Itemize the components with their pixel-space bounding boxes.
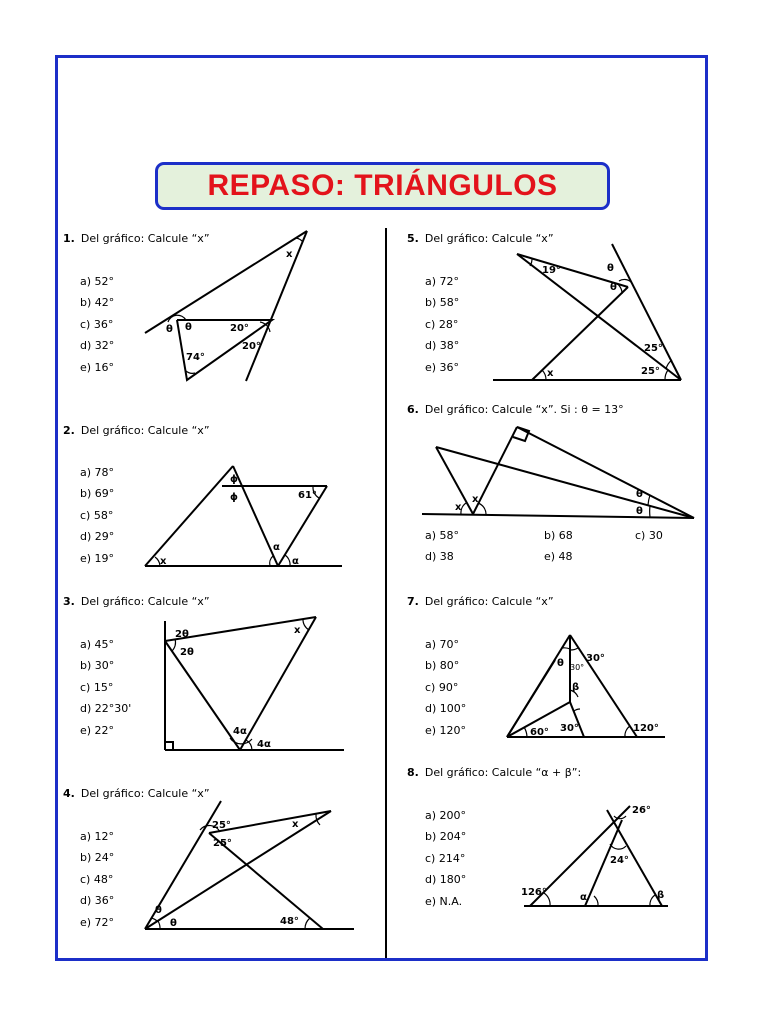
problem-3-options — [80, 634, 131, 741]
label-120: 120° — [633, 723, 659, 734]
question-text: Del gráfico: Calcule “x” — [80, 424, 210, 437]
option-c[interactable]: c) 48° — [80, 872, 114, 886]
label-theta-1: θ — [636, 489, 643, 500]
label-theta-1: θ — [155, 905, 162, 916]
question-text: Del gráfico: Calcule “x” — [80, 232, 210, 245]
label-4alpha-1: 4α — [233, 726, 247, 737]
label-61: 61° — [298, 490, 317, 501]
option-d[interactable]: d) 32° — [80, 339, 115, 353]
label-x-2: x — [472, 494, 479, 505]
question-text: Del gráfico: Calcule “α + β”: — [424, 766, 582, 779]
problem-7-question — [407, 595, 554, 608]
problem-2-options — [80, 462, 114, 569]
title-banner — [155, 162, 610, 210]
problem-2-question — [63, 424, 210, 437]
problem-8-question — [407, 766, 581, 779]
option-c[interactable]: c) 28° — [425, 317, 459, 331]
label-theta-1: θ — [607, 263, 614, 274]
option-e[interactable]: e) 16° — [80, 360, 115, 374]
option-d[interactable]: d) 100° — [425, 702, 467, 716]
option-d[interactable]: d) 22°30' — [80, 702, 132, 716]
problem-number: 1. — [63, 232, 75, 245]
label-4alpha-2: 4α — [257, 739, 271, 750]
option-e[interactable]: e) 19° — [80, 551, 115, 565]
option-d[interactable]: d) 38 — [425, 550, 454, 563]
option-a[interactable]: a) 72° — [425, 275, 460, 288]
label-theta-2: θ — [170, 918, 177, 929]
label-x: x — [292, 819, 299, 830]
option-a[interactable]: a) 70° — [425, 638, 460, 651]
label-48: 48° — [280, 916, 299, 927]
option-e[interactable]: e) N.A. — [425, 894, 463, 908]
label-x: x — [294, 625, 301, 636]
label-alpha-2: α — [292, 556, 299, 567]
problem-number: 3. — [63, 595, 75, 608]
label-30-b: 30° — [560, 723, 579, 734]
label-x: x — [286, 249, 293, 260]
label-theta: θ — [557, 658, 564, 669]
problem-number: 6. — [407, 403, 419, 416]
label-25-b: 25° — [213, 838, 232, 849]
option-e[interactable]: e) 36° — [425, 360, 460, 374]
problem-5-figure — [490, 238, 690, 388]
problem-1-figure — [140, 225, 320, 390]
problem-1-options — [80, 271, 114, 378]
problem-number: 8. — [407, 766, 419, 779]
label-26: 26° — [632, 805, 651, 816]
problem-4-options — [80, 826, 114, 933]
option-b[interactable]: b) 68 — [544, 529, 573, 542]
option-a[interactable]: a) 52° — [80, 275, 115, 288]
label-25-b: 25° — [641, 366, 660, 377]
label-phi-1: ϕ — [230, 474, 238, 485]
option-d[interactable]: d) 180° — [425, 873, 467, 887]
label-beta: β — [572, 682, 580, 693]
option-a[interactable]: a) 12° — [80, 830, 115, 843]
label-30-small: 30° — [570, 663, 585, 672]
problem-8-options — [425, 805, 466, 912]
problem-number: 4. — [63, 787, 75, 800]
option-b[interactable]: b) 80° — [425, 659, 460, 673]
problem-5-options — [425, 271, 459, 378]
problem-3-figure — [155, 610, 355, 760]
question-text: Del gráfico: Calcule “x” — [80, 595, 210, 608]
label-alpha: α — [580, 892, 587, 903]
label-25-a: 25° — [212, 820, 231, 831]
option-a[interactable]: a) 45° — [80, 638, 115, 651]
option-e[interactable]: e) 120° — [425, 723, 467, 737]
label-2theta-1: 2θ — [175, 629, 189, 640]
label-24: 24° — [610, 855, 629, 866]
problem-7-figure — [500, 628, 670, 743]
option-d[interactable]: d) 36° — [80, 894, 115, 908]
label-theta-2: θ — [185, 322, 192, 333]
problem-4-figure — [140, 795, 360, 935]
label-phi-2: ϕ — [230, 492, 238, 503]
option-c[interactable]: c) 58° — [80, 508, 114, 522]
option-c[interactable]: c) 36° — [80, 317, 114, 331]
label-19: 19° — [542, 265, 561, 276]
problem-7-options — [425, 634, 466, 741]
option-e[interactable]: e) 72° — [80, 915, 115, 929]
label-74: 74° — [186, 352, 205, 363]
question-text: Del gráfico: Calcule “x” — [424, 232, 554, 245]
problem-3-question — [63, 595, 210, 608]
option-a[interactable]: a) 78° — [80, 466, 115, 479]
problem-number: 2. — [63, 424, 75, 437]
option-a[interactable]: a) 58° — [425, 529, 460, 542]
label-beta: β — [657, 890, 665, 901]
problem-6-figure — [420, 420, 700, 520]
option-c[interactable]: c) 90° — [425, 680, 459, 694]
option-b[interactable]: b) 204° — [425, 830, 467, 844]
problem-2-figure — [140, 455, 350, 575]
label-theta-2: θ — [636, 506, 643, 517]
label-20-a: 20° — [230, 323, 249, 334]
problem-number: 7. — [407, 595, 419, 608]
option-c[interactable]: c) 214° — [425, 851, 466, 865]
question-text: Del gráfico: Calcule “x”. Si : θ = 13° — [424, 403, 624, 416]
option-d[interactable]: d) 29° — [80, 530, 115, 544]
label-30-a: 30° — [586, 653, 605, 664]
column-divider — [385, 228, 387, 958]
label-theta-2: θ — [610, 282, 617, 293]
problem-6-question — [407, 403, 624, 416]
label-x: x — [547, 368, 554, 379]
option-d[interactable]: d) 38° — [425, 339, 460, 353]
option-e[interactable]: e) 48 — [544, 550, 573, 563]
label-2theta-2: 2θ — [180, 647, 194, 658]
label-alpha-1: α — [273, 542, 280, 553]
label-x-1: x — [455, 502, 462, 513]
label-60: 60° — [530, 727, 549, 738]
label-25-a: 25° — [644, 343, 663, 354]
option-c[interactable]: c) 30 — [635, 529, 663, 542]
problem-number: 5. — [407, 232, 419, 245]
option-b[interactable]: b) 24° — [80, 851, 115, 865]
problem-8-figure — [515, 798, 675, 913]
option-e[interactable]: e) 22° — [80, 723, 115, 737]
option-b[interactable]: b) 58° — [425, 296, 460, 310]
label-126: 126° — [521, 887, 547, 898]
option-c[interactable]: c) 15° — [80, 680, 114, 694]
option-b[interactable]: b) 30° — [80, 659, 115, 673]
question-text: Del gráfico: Calcule “x” — [80, 787, 210, 800]
label-x: x — [160, 556, 167, 567]
option-b[interactable]: b) 42° — [80, 296, 115, 310]
page-title: REPASO: TRIÁNGULOS — [207, 169, 558, 202]
option-a[interactable]: a) 200° — [425, 809, 467, 822]
question-text: Del gráfico: Calcule “x” — [424, 595, 554, 608]
option-b[interactable]: b) 69° — [80, 487, 115, 501]
label-20-b: 20° — [242, 341, 261, 352]
label-theta-1: θ — [166, 324, 173, 335]
